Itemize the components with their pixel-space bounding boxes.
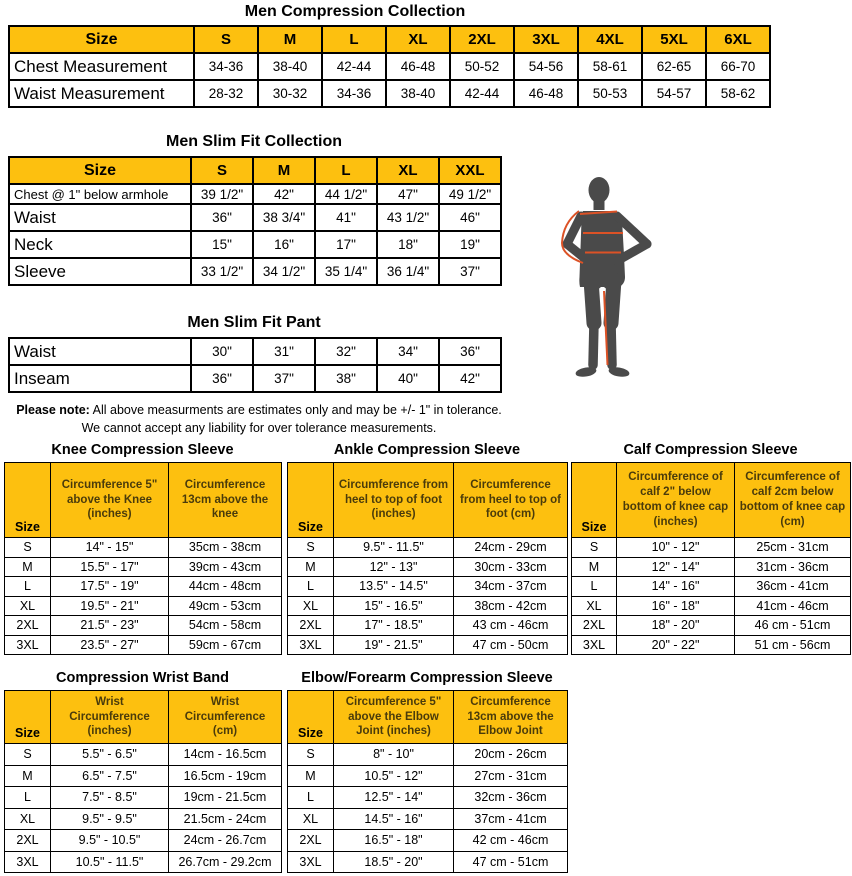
value-cell: 19" - 21.5"	[334, 635, 454, 655]
value-cell: 58-61	[578, 53, 642, 80]
value-cell: 23.5" - 27"	[51, 635, 169, 655]
column-header-inches: Circumference 5" above the Knee (inches)	[51, 463, 169, 538]
value-cell: 21.5" - 23"	[51, 616, 169, 636]
column-header-size: Size	[572, 463, 617, 538]
row-label-cell: Waist	[9, 338, 191, 365]
value-cell: 8" - 10"	[334, 744, 454, 766]
knee-compression-section	[4, 441, 281, 655]
man-silhouette-figure	[555, 165, 665, 395]
table-row	[9, 365, 501, 392]
row-label-cell: 3XL	[288, 635, 334, 655]
value-cell: 34-36	[322, 80, 386, 107]
value-cell: 50-53	[578, 80, 642, 107]
value-cell: 25cm - 31cm	[735, 538, 851, 558]
value-cell: 36 1/4"	[377, 258, 439, 285]
value-cell: 17" - 18.5"	[334, 616, 454, 636]
value-cell: 37"	[253, 365, 315, 392]
value-cell: 47 cm - 51cm	[454, 851, 568, 873]
value-cell: 36"	[439, 338, 501, 365]
column-header-size: Size	[288, 463, 334, 538]
row-label-cell: L	[288, 577, 334, 597]
value-cell: 20" - 22"	[617, 635, 735, 655]
column-header-size: Size	[5, 463, 51, 538]
row-label-cell: S	[288, 538, 334, 558]
men-slim-fit-pant-table	[8, 337, 502, 393]
column-header: M	[253, 157, 315, 184]
value-cell: 6.5" - 7.5"	[51, 765, 169, 787]
value-cell: 44cm - 48cm	[169, 577, 282, 597]
section-title-knee: Knee Compression Sleeve	[51, 442, 234, 458]
section-title-wrist: Compression Wrist Band	[56, 670, 229, 686]
table-row	[288, 557, 568, 577]
value-cell: 14cm - 16.5cm	[169, 744, 282, 766]
table-row	[572, 538, 851, 558]
table-row	[9, 80, 770, 107]
value-cell: 24cm - 29cm	[454, 538, 568, 558]
table-row	[5, 596, 282, 616]
value-cell: 40"	[377, 365, 439, 392]
value-cell: 12" - 13"	[334, 557, 454, 577]
value-cell: 26.7cm - 29.2cm	[169, 851, 282, 873]
value-cell: 36cm - 41cm	[735, 577, 851, 597]
row-label-cell: XL	[572, 596, 617, 616]
header-row	[5, 691, 282, 744]
table-row	[288, 596, 568, 616]
header-row	[5, 463, 282, 538]
value-cell: 5.5" - 6.5"	[51, 744, 169, 766]
column-header: 2XL	[450, 26, 514, 53]
row-label-cell: Chest @ 1" below armhole	[9, 184, 191, 204]
value-cell: 12" - 14"	[617, 557, 735, 577]
section-title-elbow: Elbow/Forearm Compression Sleeve	[301, 670, 553, 686]
value-cell: 17"	[315, 231, 377, 258]
row-label-cell: 2XL	[572, 616, 617, 636]
value-cell: 41"	[315, 204, 377, 231]
value-cell: 59cm - 67cm	[169, 635, 282, 655]
value-cell: 30cm - 33cm	[454, 557, 568, 577]
value-cell: 38-40	[386, 80, 450, 107]
row-label-cell: 3XL	[5, 635, 51, 655]
row-label-cell: S	[5, 538, 51, 558]
column-header-inches: Wrist Circumference (inches)	[51, 691, 169, 744]
value-cell: 38cm - 42cm	[454, 596, 568, 616]
column-header: 6XL	[706, 26, 770, 53]
value-cell: 37cm - 41cm	[454, 808, 568, 830]
table-row	[5, 830, 282, 852]
elbow-forearm-table	[287, 690, 568, 873]
value-cell: 20cm - 26cm	[454, 744, 568, 766]
value-cell: 39cm - 43cm	[169, 557, 282, 577]
value-cell: 46"	[439, 204, 501, 231]
row-label-cell: M	[288, 557, 334, 577]
value-cell: 10.5" - 12"	[334, 765, 454, 787]
row-label-cell: Waist Measurement	[9, 80, 194, 107]
value-cell: 49cm - 53cm	[169, 596, 282, 616]
table-row	[5, 851, 282, 873]
value-cell: 10.5" - 11.5"	[51, 851, 169, 873]
table-row	[572, 557, 851, 577]
row-label-cell: Neck	[9, 231, 191, 258]
row-label-cell: M	[5, 557, 51, 577]
column-header-inches: Circumference of calf 2" below bottom of knee cap (inches)	[617, 463, 735, 538]
row-label-cell: L	[5, 787, 51, 809]
table-row	[5, 808, 282, 830]
row-label-cell: Sleeve	[9, 258, 191, 285]
value-cell: 16"	[253, 231, 315, 258]
value-cell: 24cm - 26.7cm	[169, 830, 282, 852]
table-row	[288, 635, 568, 655]
ankle-compression-section	[287, 441, 567, 655]
table-row	[5, 557, 282, 577]
value-cell: 38-40	[258, 53, 322, 80]
column-header: L	[315, 157, 377, 184]
row-label-cell: Inseam	[9, 365, 191, 392]
header-row	[572, 463, 851, 538]
value-cell: 14.5" - 16"	[334, 808, 454, 830]
column-header-cm: Circumference of calf 2cm below bottom of knee cap (cm)	[735, 463, 851, 538]
value-cell: 16.5cm - 19cm	[169, 765, 282, 787]
value-cell: 9.5" - 9.5"	[51, 808, 169, 830]
value-cell: 9.5" - 10.5"	[51, 830, 169, 852]
value-cell: 54cm - 58cm	[169, 616, 282, 636]
value-cell: 27cm - 31cm	[454, 765, 568, 787]
section-title-ankle: Ankle Compression Sleeve	[333, 442, 521, 458]
header-row	[288, 463, 568, 538]
column-header-cm: Circumference 13cm above the Elbow Joint	[454, 691, 568, 744]
row-label-cell: XL	[5, 808, 51, 830]
value-cell: 43 cm - 46cm	[454, 616, 568, 636]
column-header-size: Size	[5, 691, 51, 744]
table-row	[288, 830, 568, 852]
row-label-cell: M	[288, 765, 334, 787]
value-cell: 18.5" - 20"	[334, 851, 454, 873]
section-title-men-compression: Men Compression Collection	[244, 3, 466, 20]
row-label-cell: 3XL	[5, 851, 51, 873]
column-header: S	[191, 157, 253, 184]
row-label-cell: S	[5, 744, 51, 766]
value-cell: 21.5cm - 24cm	[169, 808, 282, 830]
knee-compression-table	[4, 462, 282, 655]
table-row	[9, 184, 501, 204]
wrist-band-table	[4, 690, 282, 873]
value-cell: 19cm - 21.5cm	[169, 787, 282, 809]
value-cell: 44 1/2"	[315, 184, 377, 204]
value-cell: 19"	[439, 231, 501, 258]
header-row	[288, 691, 568, 744]
column-header: XL	[377, 157, 439, 184]
note-label: Please note:	[16, 403, 90, 417]
note-text: All above measurments are estimates only and may be +/- 1" in tolerance.	[89, 403, 502, 417]
value-cell: 51 cm - 56cm	[735, 635, 851, 655]
section-title-calf: Calf Compression Sleeve	[623, 442, 798, 458]
value-cell: 58-62	[706, 80, 770, 107]
value-cell: 36"	[191, 204, 253, 231]
value-cell: 34-36	[194, 53, 258, 80]
row-label-cell: 2XL	[288, 616, 334, 636]
table-row	[288, 744, 568, 766]
column-header: XXL	[439, 157, 501, 184]
table-row	[9, 53, 770, 80]
value-cell: 38"	[315, 365, 377, 392]
column-header-size: Size	[288, 691, 334, 744]
column-header: 3XL	[514, 26, 578, 53]
value-cell: 18" - 20"	[617, 616, 735, 636]
silhouette-feet	[575, 366, 630, 379]
row-label-cell: L	[288, 787, 334, 809]
value-cell: 47"	[377, 184, 439, 204]
value-cell: 66-70	[706, 53, 770, 80]
row-label-cell: L	[572, 577, 617, 597]
column-header: XL	[386, 26, 450, 53]
value-cell: 46 cm - 51cm	[735, 616, 851, 636]
value-cell: 16.5" - 18"	[334, 830, 454, 852]
value-cell: 49 1/2"	[439, 184, 501, 204]
row-label-cell: XL	[288, 808, 334, 830]
men-compression-table	[8, 25, 771, 108]
value-cell: 7.5" - 8.5"	[51, 787, 169, 809]
table-row	[288, 538, 568, 558]
section-title-men-slim-fit-pant: Men Slim Fit Pant	[187, 314, 321, 331]
value-cell: 9.5" - 11.5"	[334, 538, 454, 558]
value-cell: 34cm - 37cm	[454, 577, 568, 597]
value-cell: 18"	[377, 231, 439, 258]
value-cell: 34"	[377, 338, 439, 365]
value-cell: 42"	[439, 365, 501, 392]
value-cell: 32"	[315, 338, 377, 365]
column-header-size: Size	[9, 26, 194, 53]
value-cell: 35 1/4"	[315, 258, 377, 285]
column-header-cm: Circumference from heel to top of foot (cm)	[454, 463, 568, 538]
column-header-inches: Circumference from heel to top of foot (inches)	[334, 463, 454, 538]
column-header-cm: Wrist Circumference (cm)	[169, 691, 282, 744]
value-cell: 62-65	[642, 53, 706, 80]
table-row	[5, 616, 282, 636]
value-cell: 15"	[191, 231, 253, 258]
table-row	[288, 808, 568, 830]
column-header-size: Size	[9, 157, 191, 184]
value-cell: 47 cm - 50cm	[454, 635, 568, 655]
section-title-men-slim-fit: Men Slim Fit Collection	[165, 133, 342, 150]
table-row	[5, 765, 282, 787]
header-row	[9, 157, 501, 184]
header-row	[9, 26, 770, 53]
value-cell: 30"	[191, 338, 253, 365]
value-cell: 19.5" - 21"	[51, 596, 169, 616]
column-header: 5XL	[642, 26, 706, 53]
row-label-cell: L	[5, 577, 51, 597]
value-cell: 42"	[253, 184, 315, 204]
row-label-cell: S	[288, 744, 334, 766]
row-label-cell: 3XL	[288, 851, 334, 873]
row-label-cell: 2XL	[5, 616, 51, 636]
table-row	[288, 577, 568, 597]
table-row	[5, 744, 282, 766]
column-header-cm: Circumference 13cm above the knee	[169, 463, 282, 538]
table-row	[9, 258, 501, 285]
row-label-cell: M	[572, 557, 617, 577]
table-row	[9, 204, 501, 231]
elbow-forearm-section	[287, 669, 567, 873]
value-cell: 43 1/2"	[377, 204, 439, 231]
table-row	[572, 635, 851, 655]
value-cell: 46-48	[514, 80, 578, 107]
value-cell: 14" - 15"	[51, 538, 169, 558]
value-cell: 54-57	[642, 80, 706, 107]
value-cell: 34 1/2"	[253, 258, 315, 285]
value-cell: 46-48	[386, 53, 450, 80]
tolerance-note	[8, 401, 510, 437]
row-label-cell: 2XL	[288, 830, 334, 852]
column-header: M	[258, 26, 322, 53]
table-row	[572, 577, 851, 597]
value-cell: 36"	[191, 365, 253, 392]
table-row	[572, 596, 851, 616]
row-label-cell: Waist	[9, 204, 191, 231]
row-label-cell: XL	[5, 596, 51, 616]
value-cell: 31cm - 36cm	[735, 557, 851, 577]
value-cell: 41cm - 46cm	[735, 596, 851, 616]
table-row	[288, 616, 568, 636]
table-row	[288, 787, 568, 809]
calf-compression-table	[571, 462, 851, 655]
value-cell: 54-56	[514, 53, 578, 80]
ankle-compression-table	[287, 462, 568, 655]
value-cell: 42-44	[322, 53, 386, 80]
value-cell: 50-52	[450, 53, 514, 80]
calf-compression-section	[571, 441, 850, 655]
row-label-cell: S	[572, 538, 617, 558]
table-row	[9, 338, 501, 365]
table-row	[288, 765, 568, 787]
row-label-cell: XL	[288, 596, 334, 616]
value-cell: 39 1/2"	[191, 184, 253, 204]
column-header: 4XL	[578, 26, 642, 53]
column-header: S	[194, 26, 258, 53]
value-cell: 33 1/2"	[191, 258, 253, 285]
value-cell: 42 cm - 46cm	[454, 830, 568, 852]
value-cell: 35cm - 38cm	[169, 538, 282, 558]
table-row	[572, 616, 851, 636]
value-cell: 28-32	[194, 80, 258, 107]
value-cell: 32cm - 36cm	[454, 787, 568, 809]
table-row	[5, 787, 282, 809]
column-header-inches: Circumference 5" above the Elbow Joint (inches)	[334, 691, 454, 744]
value-cell: 30-32	[258, 80, 322, 107]
row-label-cell: Chest Measurement	[9, 53, 194, 80]
row-label-cell: 2XL	[5, 830, 51, 852]
value-cell: 10" - 12"	[617, 538, 735, 558]
value-cell: 16" - 18"	[617, 596, 735, 616]
value-cell: 38 3/4"	[253, 204, 315, 231]
note-line-2: We cannot accept any liability for over tolerance measurements.	[81, 421, 437, 435]
value-cell: 37"	[439, 258, 501, 285]
value-cell: 42-44	[450, 80, 514, 107]
table-row	[5, 635, 282, 655]
wrist-band-section	[4, 669, 281, 873]
table-row	[288, 851, 568, 873]
table-row	[5, 538, 282, 558]
table-row	[9, 231, 501, 258]
row-label-cell: 3XL	[572, 635, 617, 655]
value-cell: 14" - 16"	[617, 577, 735, 597]
table-row	[5, 577, 282, 597]
value-cell: 31"	[253, 338, 315, 365]
value-cell: 17.5" - 19"	[51, 577, 169, 597]
row-label-cell: M	[5, 765, 51, 787]
note-line-1	[8, 401, 510, 419]
column-header: L	[322, 26, 386, 53]
value-cell: 15" - 16.5"	[334, 596, 454, 616]
silhouette-legs	[591, 280, 614, 365]
value-cell: 12.5" - 14"	[334, 787, 454, 809]
value-cell: 13.5" - 14.5"	[334, 577, 454, 597]
men-slim-fit-table	[8, 156, 502, 286]
value-cell: 15.5" - 17"	[51, 557, 169, 577]
